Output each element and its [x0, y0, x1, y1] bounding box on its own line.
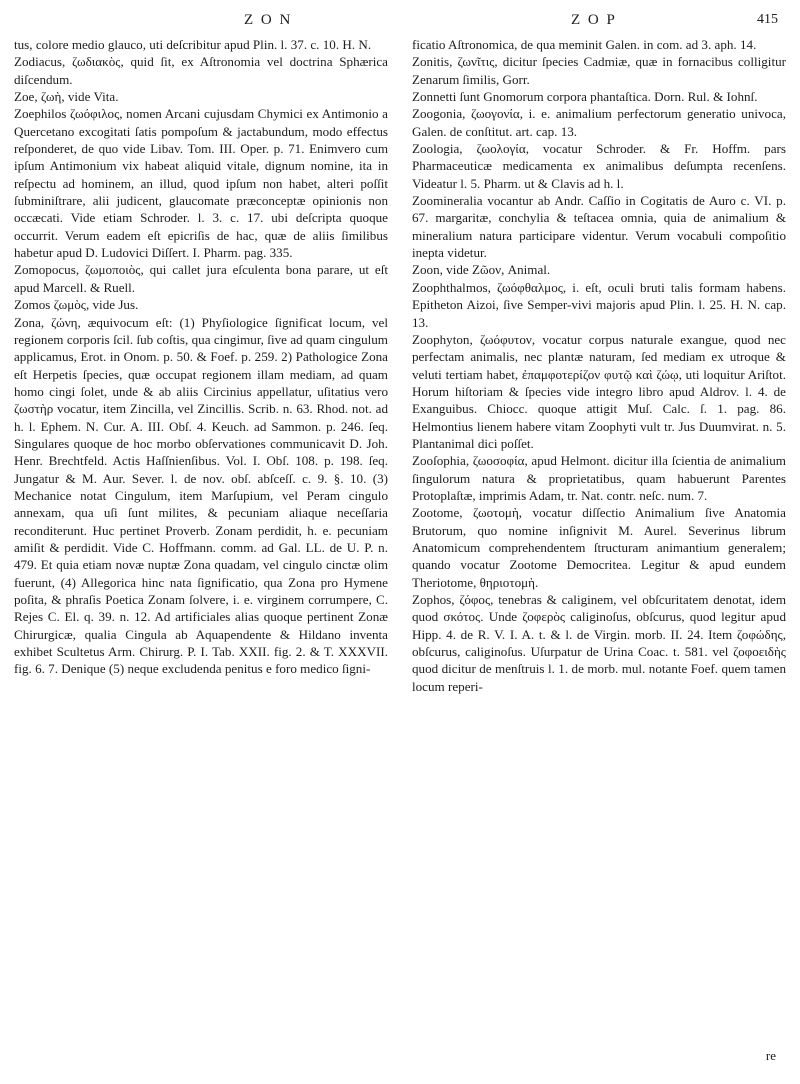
dictionary-entry: Zomos ζωμὸς, vide Jus.: [14, 297, 139, 313]
dictionary-entry: Zoologia, ζωολογία, vocatur Schroder. & Fr. Hoffm. pars Pharmaceuticæ medicamenta ex animalibus deſumpta recenſens. Videatur l. 5. Pharm. ut & Clavis ad h. l.: [412, 141, 786, 191]
dictionary-entry: Zoophthalmos, ζωόφθαλμος, i. eſt, oculi bruti talis formam habens. Epitheton Aizoi, ſive Semper-vivi majoris apud Plin. l. 25. H. N. cap. 13.: [412, 279, 786, 330]
dictionary-entry: Zoogonia, ζωογονία, i. e. animalium perfectorum generatio univoca, Galen. de conſtitut. art. cap. 13.: [412, 106, 786, 139]
dictionary-entry: Zonitis, ζωνῖτις, dicitur ſpecies Cadmiæ, quæ in fornacibus colligitur Zenarum ſimilis, Gorr.: [412, 54, 786, 87]
right-running-head: Z O P: [571, 12, 617, 28]
left-column: [14, 36, 388, 695]
running-header: [14, 12, 786, 32]
dictionary-entry: tus, colore medio glauco, uti deſcribitur apud Plin. l. 37. c. 10. H. N.: [14, 37, 372, 52]
left-running-head: Z O N: [244, 12, 293, 28]
dictionary-entry: Zona, ζώνη, æquivocum eſt: (1) Phyſiologice ſignificat locum, vel regionem corporis ſcil. ſub coſtis, qua cingimur, ſive ad quam cingulum applicamus, Erot. in Onom. p. 50. & Foef. p. 259. 2) Pathologice Zona eſt Herpetis ſpecies, quæ occupat regionem illam mediam, ad quam homo cingi ſolet, unde & ab aliis Circinius appellatur, uſitatius vero ζωστὴρ vocatur, item Zincilla, vel Zincillis. Scrib. n. 63. Rhod. not. ad h. l. Ephem. N. Cur. A. III. Obſ. 4. Keuch. ad Sammon. p. 246. ſeq. Singulares quoque de hoc morbo obſervationes communicavit D. Joh. Henr. Brechtfeld. Actis Haſſnienſibus. Vol. I. Obſ. 108. p. 198. ſeq. Jungatur & M. Aur. Sever. l. de nov. obſ. abſceſſ. c. 9. §. 10. (3) Mechanice notat Cingulum, item Marſupium, vel Peram cingulo annexam, qua uſi ſunt milites, & pecuniam aliaque neceſſaria reconditerunt. Huc pertinet Proverb. Zonam perdidit, h. e. pecuniam amiſit & perdidit. Vide C. Hoffmann. comm. ad Gal. LL. de U. P. n. 479. Et quia etiam novæ nuptæ Zona quadam, vel cingulo cinctæ olim fuerunt, (4) Allegorica hinc nata ſignificatio, qua Zona pro Hymene poſita, & phraſis Poetica Zonam ſolvere, i. e. virginem corrumpere, C. Rejes C. El. q. 39. n. 12. Ad artificiales alias quoque pertinent Zonæ Chirurgicæ, qualia Cingula ab Aquapendente & Hildano inventa exhibet Scultetus Arm. Chirurg. P. I. Tab. XXII. fig. 2. & T. XXXVII. fig. 6. 7. Denique (5) neque excludenda penitus e foro medico ſigni-: [14, 314, 388, 677]
dictionary-entry: Zoophyton, ζωόφυτον, vocatur corpus naturale exangue, quod nec perfectam animalis, nec plantæ naturam, ſed mediam ex utroque & veluti tertiam habet, ἐπαμφοτερίζον φυτῷ καὶ ζώῳ, uti loquitur Ariſtot. Horum hiſtoriam & ſpecies vide integro libro apud Aldrov. l. 4. de Exanguibus. Chiocc. quoque attigit Muſ. Calc. ſ. 1. pag. 86. Helmontius lienem habere vitam Zoophyti vult tr. Jus Duumvirat. n. 5. Plantanimal dici poſſet.: [412, 331, 786, 451]
dictionary-entry: Zodiacus, ζωδιακὸς, quid ſit, ex Aſtronomia vel doctrina Sphærica diſcendum.: [14, 54, 388, 87]
catchword: re: [765, 1048, 776, 1063]
dictionary-entry: Zoon, vide Ζῶον, Animal.: [412, 262, 551, 278]
dictionary-entry: ficatio Aſtronomica, de qua meminit Galen. in com. ad 3. aph. 14.: [412, 37, 757, 52]
text-columns: [14, 36, 786, 695]
page-number: 415: [757, 12, 778, 27]
dictionary-entry: Zophos, ζόφος, tenebras & caliginem, vel obſcuritatem denotat, idem quod σκότος. Unde ζοφερὸς caliginoſus, obſcurus, quod legitur apud Hipp. 4. de R. V. I. A. t. & l. de Virgin. morb. II. 24. Item ζοφώδης, obſcurus, caliginoſus. Uſurpatur de Urina Coac. t. 581. vel ζοφοειδὴς quod dicitur de menſtruis l. 1. de morb. mul. notante Foef. quem tamen locum reperi-: [412, 592, 786, 694]
dictionary-entry: Zonnetti ſunt Gnomorum corpora phantaſtica. Dorn. Rul. & Iohnſ.: [412, 89, 758, 105]
right-column: [412, 36, 786, 695]
dictionary-entry: Zoomineralia vocantur ab Andr. Caſſio in Cogitatis de Auro c. VI. p. 67. margaritæ, conchylia & teſtacea omnia, quia de animalium & mineralium natura participare videntur. Verum vocabuli compoſitio inepta videtur.: [412, 193, 786, 261]
dictionary-entry: Zoephilos ζωόφιλος, nomen Arcani cujusdam Chymici ex Antimonio a Quercetano excogitati ſatis pompoſum & jactabundum, modo effectus reſponderet, de quo vide Libav. Tom. III. Oper. p. 71. Enimvero cum ipſum Antimonium vix habeat aliquid vitale, dignum nomine, ita in reſpectu ad hominem, an illud, quod ipſum non habet, alteri poſſit ſubminiſtrare, alii judicent, glaucomate præconceptæ opinionis non occæcati. Vide etiam Schroder. l. 3. c. 17. ubi deſcripta quoque occurrit. Verum eadem eſt epicriſis de hac, quæ de aliis ſimilibus habetur apud D. Ludovici Diſſert. I. Pharm. pag. 335.: [14, 106, 388, 261]
dictionary-entry: Zootome, ζωοτομὴ, vocatur diſſectio Animalium ſive Anatomia Brutorum, quo nomine inſignivit M. Aurel. Severinus librum Anatomicum comprehendentem ſtructuram animantium generalem; quando vocatur Zootome Democritea. Legitur & apud eundem Theriotome, θηριοτομὴ.: [412, 505, 786, 590]
dictionary-entry: Zoe, ζωὴ, vide Vita.: [14, 89, 119, 105]
dictionary-entry: Zomopocus, ζωμοποιὸς, qui callet jura eſculenta bona parare, ut eſt apud Marcell. & Ruell.: [14, 262, 388, 295]
dictionary-entry: Zooſophia, ζωοσοφία, apud Helmont. dicitur illa ſcientia de animalium ſingulorum natura & proprietatibus, quam habuerunt Parentes Protoplaſtæ, imprimis Adam, tr. Nat. contr. neſc. num. 7.: [412, 453, 786, 503]
